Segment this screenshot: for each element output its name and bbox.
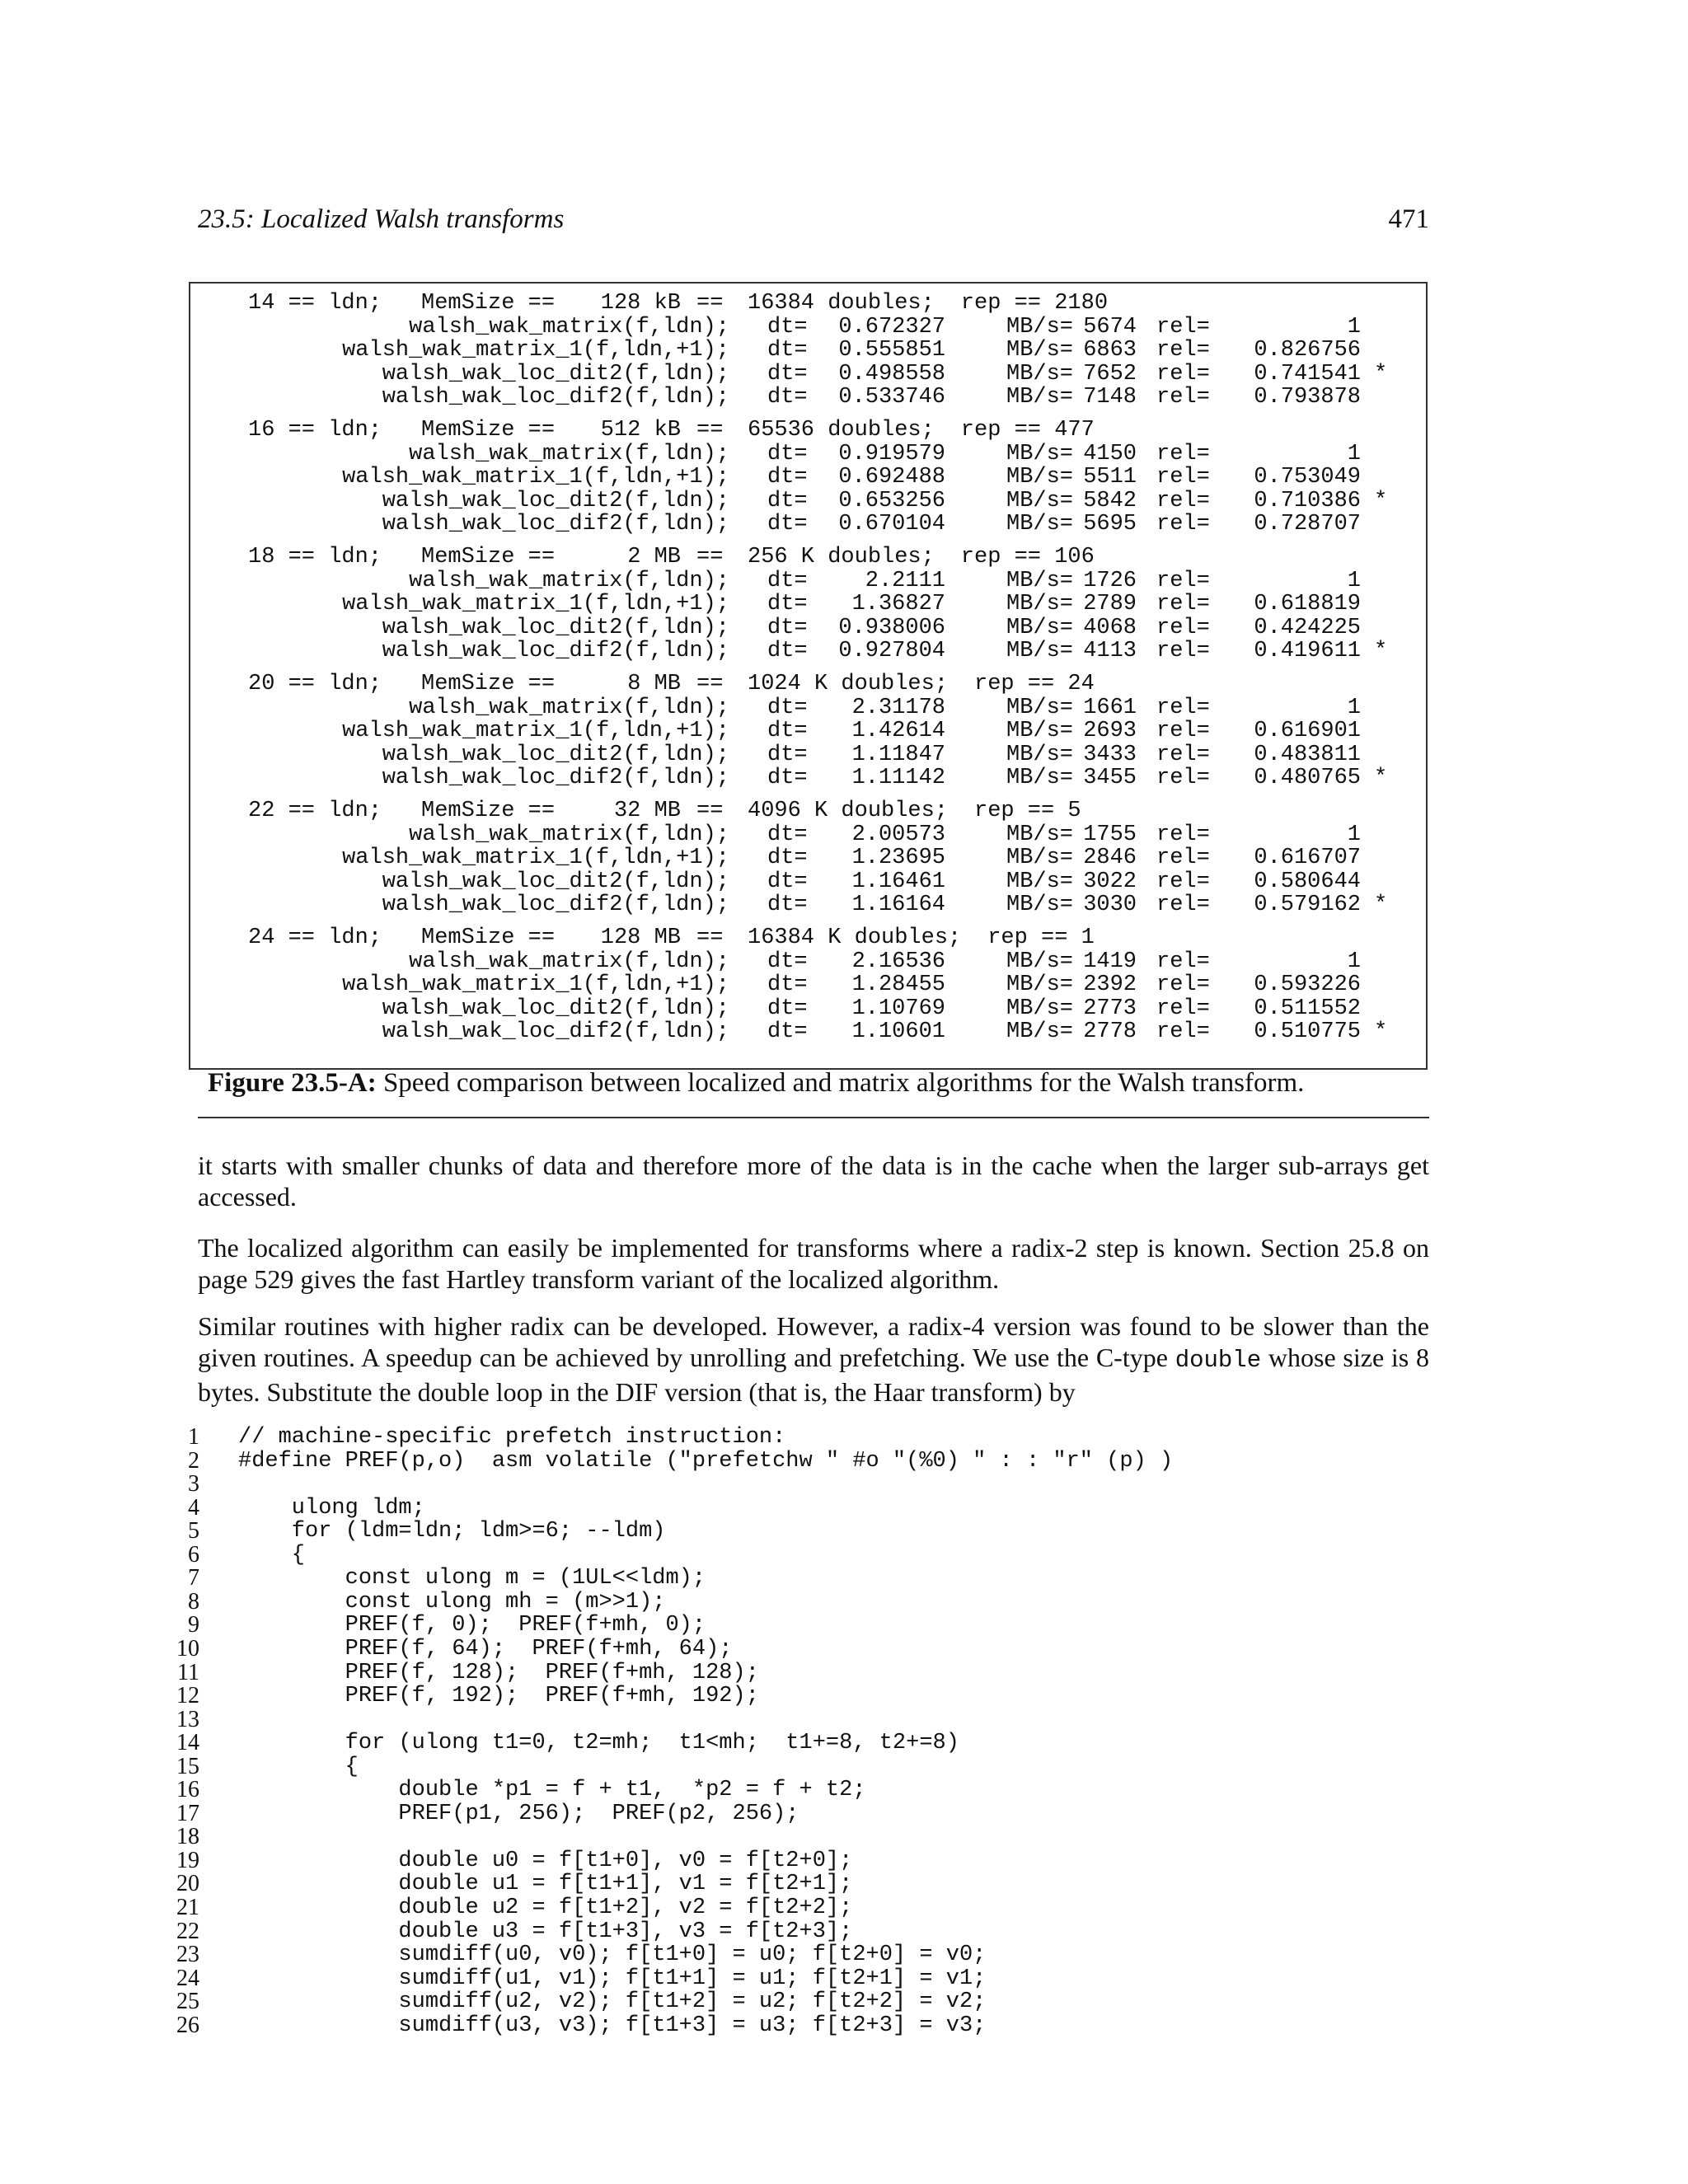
mbs-value: 1726 bbox=[1083, 568, 1137, 593]
mbs-value: 3455 bbox=[1083, 766, 1137, 791]
dt-value: 0.653256 bbox=[838, 488, 945, 513]
mbs-label: MB/s= bbox=[1006, 1019, 1074, 1045]
line-number: 26 bbox=[176, 2012, 199, 2038]
caption-rule bbox=[198, 1117, 1429, 1118]
mbs-value: 6863 bbox=[1083, 338, 1137, 363]
line-number: 15 bbox=[176, 1753, 199, 1779]
rel-value: 1 bbox=[1347, 822, 1361, 847]
line-number: 4 bbox=[188, 1494, 199, 1521]
function-name: walsh_wak_matrix(f,ldn); bbox=[409, 949, 729, 974]
mbs-value: 2778 bbox=[1083, 1019, 1137, 1045]
memsize-value: 512 kB bbox=[600, 418, 681, 443]
dt-label: dt= bbox=[767, 385, 808, 410]
dt-label: dt= bbox=[767, 639, 808, 664]
mbs-label: MB/s= bbox=[1006, 893, 1074, 918]
memsize-eq: == bbox=[696, 799, 724, 823]
code-text: PREF(p1, 256); PREF(p2, 256); bbox=[238, 1801, 799, 1826]
line-number: 6 bbox=[188, 1541, 199, 1568]
code-text: double u1 = f[t1+1], v1 = f[t2+1]; bbox=[238, 1872, 853, 1897]
best-marker: * bbox=[1374, 361, 1388, 387]
memsize-value: 8 MB bbox=[627, 672, 681, 696]
best-marker: * bbox=[1374, 488, 1388, 513]
function-name: walsh_wak_loc_dif2(f,ldn); bbox=[382, 639, 729, 664]
memsize-label: MemSize == bbox=[421, 545, 556, 569]
mbs-label: MB/s= bbox=[1006, 822, 1074, 847]
dt-label: dt= bbox=[767, 846, 808, 871]
line-number: 12 bbox=[176, 1683, 199, 1709]
memsize-eq: == bbox=[696, 291, 724, 316]
dt-value: 2.00573 bbox=[851, 822, 945, 847]
mbs-label: MB/s= bbox=[1006, 869, 1074, 894]
dt-value: 1.16461 bbox=[851, 869, 945, 894]
function-name: walsh_wak_matrix_1(f,ldn,+1); bbox=[342, 846, 729, 871]
function-name: walsh_wak_loc_dit2(f,ldn); bbox=[382, 996, 729, 1021]
mbs-value: 7148 bbox=[1083, 385, 1137, 410]
function-name: walsh_wak_loc_dif2(f,ldn); bbox=[382, 512, 729, 537]
rel-value: 0.753049 bbox=[1254, 465, 1361, 490]
figure-caption-text: Speed comparison between localized and matrix algorithms for the Walsh transform. bbox=[382, 1068, 1305, 1098]
best-marker: * bbox=[1374, 893, 1388, 918]
line-number: 14 bbox=[176, 1730, 199, 1756]
rel-label: rel= bbox=[1156, 893, 1210, 918]
line-number: 21 bbox=[176, 1895, 199, 1920]
rel-label: rel= bbox=[1156, 695, 1210, 720]
dt-value: 2.2111 bbox=[865, 568, 945, 593]
rel-value: 0.793878 bbox=[1254, 385, 1361, 410]
code-text: const ulong mh = (m>>1); bbox=[238, 1589, 666, 1615]
rel-value: 0.728707 bbox=[1254, 512, 1361, 537]
function-name: walsh_wak_matrix_1(f,ldn,+1); bbox=[342, 719, 729, 744]
rel-label: rel= bbox=[1156, 512, 1210, 537]
ldn-label: 18 == ldn; bbox=[248, 545, 382, 569]
code-text: PREF(f, 64); PREF(f+mh, 64); bbox=[238, 1636, 733, 1661]
code-text: for (ulong t1=0, t2=mh; t1<mh; t1+=8, t2+=8) bbox=[238, 1731, 959, 1756]
code-text: double u0 = f[t1+0], v0 = f[t2+0]; bbox=[238, 1848, 853, 1873]
mbs-label: MB/s= bbox=[1006, 314, 1074, 340]
line-number: 7 bbox=[188, 1565, 199, 1591]
memsize-value: 2 MB bbox=[627, 545, 681, 569]
dt-value: 1.36827 bbox=[851, 592, 945, 617]
function-name: walsh_wak_matrix(f,ldn); bbox=[409, 441, 729, 466]
function-name: walsh_wak_matrix_1(f,ldn,+1); bbox=[342, 592, 729, 617]
code-text: for (ldm=ldn; ldm>=6; --ldm) bbox=[238, 1519, 666, 1544]
mbs-value: 5674 bbox=[1083, 314, 1137, 340]
dt-label: dt= bbox=[767, 742, 808, 767]
best-marker: * bbox=[1374, 1019, 1388, 1045]
memsize-eq: == bbox=[696, 926, 724, 950]
rel-label: rel= bbox=[1156, 314, 1210, 340]
rel-label: rel= bbox=[1156, 488, 1210, 513]
rel-label: rel= bbox=[1156, 338, 1210, 363]
code-text: sumdiff(u0, v0); f[t1+0] = u0; f[t2+0] = v0; bbox=[238, 1943, 987, 1968]
function-name: walsh_wak_loc_dit2(f,ldn); bbox=[382, 869, 729, 894]
code-text: { bbox=[238, 1754, 359, 1779]
memsize-label: MemSize == bbox=[421, 418, 556, 443]
doubles-count: 16384 K doubles; bbox=[748, 926, 962, 950]
running-header bbox=[198, 204, 1429, 241]
doubles-count: 4096 K doubles; bbox=[748, 799, 949, 823]
doubles-count: 1024 K doubles; bbox=[748, 672, 949, 696]
rel-value: 1 bbox=[1347, 441, 1361, 466]
rel-label: rel= bbox=[1156, 639, 1210, 664]
mbs-label: MB/s= bbox=[1006, 996, 1074, 1021]
dt-value: 0.533746 bbox=[838, 385, 945, 410]
rel-value: 0.419611 bbox=[1254, 639, 1361, 664]
rel-label: rel= bbox=[1156, 719, 1210, 744]
rel-value: 0.510775 bbox=[1254, 1019, 1361, 1045]
dt-label: dt= bbox=[767, 719, 808, 744]
dt-label: dt= bbox=[767, 465, 808, 490]
best-marker: * bbox=[1374, 639, 1388, 664]
rel-label: rel= bbox=[1156, 615, 1210, 640]
function-name: walsh_wak_loc_dif2(f,ldn); bbox=[382, 385, 729, 410]
line-number: 1 bbox=[188, 1424, 199, 1450]
mbs-value: 2846 bbox=[1083, 846, 1137, 871]
code-text: PREF(f, 0); PREF(f+mh, 0); bbox=[238, 1613, 706, 1638]
rel-label: rel= bbox=[1156, 972, 1210, 998]
code-text: // machine-specific prefetch instruction: bbox=[238, 1425, 786, 1450]
rel-label: rel= bbox=[1156, 441, 1210, 466]
dt-value: 0.927804 bbox=[838, 639, 945, 664]
mbs-label: MB/s= bbox=[1006, 488, 1074, 513]
function-name: walsh_wak_matrix(f,ldn); bbox=[409, 822, 729, 847]
mbs-value: 5695 bbox=[1083, 512, 1137, 537]
line-number: 24 bbox=[176, 1965, 199, 1991]
code-text: sumdiff(u3, v3); f[t1+3] = u3; f[t2+3] = v3; bbox=[238, 2013, 987, 2038]
mbs-label: MB/s= bbox=[1006, 465, 1074, 490]
rel-value: 1 bbox=[1347, 568, 1361, 593]
code-text: const ulong m = (1UL<<ldm); bbox=[238, 1566, 706, 1591]
rel-label: rel= bbox=[1156, 869, 1210, 894]
mbs-label: MB/s= bbox=[1006, 972, 1074, 998]
benchmark-figure bbox=[189, 282, 1428, 1070]
mbs-label: MB/s= bbox=[1006, 695, 1074, 720]
dt-label: dt= bbox=[767, 996, 808, 1021]
rep-count: rep == 24 bbox=[974, 672, 1095, 696]
rel-value: 0.480765 bbox=[1254, 766, 1361, 791]
dt-label: dt= bbox=[767, 441, 808, 466]
rel-value: 0.616707 bbox=[1254, 846, 1361, 871]
dt-value: 2.31178 bbox=[851, 695, 945, 720]
inline-code-double: double bbox=[1175, 1347, 1262, 1374]
mbs-value: 4150 bbox=[1083, 441, 1137, 466]
memsize-eq: == bbox=[696, 418, 724, 443]
memsize-label: MemSize == bbox=[421, 672, 556, 696]
rel-value: 0.579162 bbox=[1254, 893, 1361, 918]
code-text: PREF(f, 128); PREF(f+mh, 128); bbox=[238, 1660, 759, 1685]
rel-value: 1 bbox=[1347, 695, 1361, 720]
rel-label: rel= bbox=[1156, 822, 1210, 847]
code-text: sumdiff(u2, v2); f[t1+2] = u2; f[t2+2] = v2; bbox=[238, 1990, 987, 2015]
memsize-value: 128 MB bbox=[600, 926, 681, 950]
ldn-label: 22 == ldn; bbox=[248, 799, 382, 823]
dt-value: 1.42614 bbox=[851, 719, 945, 744]
mbs-value: 1661 bbox=[1083, 695, 1137, 720]
line-number: 9 bbox=[188, 1612, 199, 1638]
mbs-label: MB/s= bbox=[1006, 592, 1074, 617]
mbs-value: 3030 bbox=[1083, 893, 1137, 918]
mbs-value: 4068 bbox=[1083, 615, 1137, 640]
memsize-label: MemSize == bbox=[421, 926, 556, 950]
rel-value: 1 bbox=[1347, 949, 1361, 974]
line-number: 2 bbox=[188, 1447, 199, 1474]
rel-value: 0.483811 bbox=[1254, 742, 1361, 767]
line-number: 23 bbox=[176, 1942, 199, 1968]
rel-value: 0.511552 bbox=[1254, 996, 1361, 1021]
rel-label: rel= bbox=[1156, 592, 1210, 617]
mbs-value: 1419 bbox=[1083, 949, 1137, 974]
best-marker: * bbox=[1374, 766, 1388, 791]
code-text: double *p1 = f + t1, *p2 = f + t2; bbox=[238, 1778, 866, 1803]
rel-value: 0.580644 bbox=[1254, 869, 1361, 894]
mbs-label: MB/s= bbox=[1006, 742, 1074, 767]
dt-label: dt= bbox=[767, 695, 808, 720]
mbs-value: 2789 bbox=[1083, 592, 1137, 617]
rel-label: rel= bbox=[1156, 361, 1210, 387]
code-text: PREF(f, 192); PREF(f+mh, 192); bbox=[238, 1684, 759, 1709]
rep-count: rep == 5 bbox=[974, 799, 1081, 823]
dt-value: 1.16164 bbox=[851, 893, 945, 918]
memsize-eq: == bbox=[696, 672, 724, 696]
mbs-label: MB/s= bbox=[1006, 766, 1074, 791]
dt-value: 1.28455 bbox=[851, 972, 945, 998]
dt-label: dt= bbox=[767, 488, 808, 513]
line-number: 5 bbox=[188, 1518, 199, 1544]
mbs-label: MB/s= bbox=[1006, 385, 1074, 410]
dt-label: dt= bbox=[767, 1019, 808, 1045]
rel-value: 0.593226 bbox=[1254, 972, 1361, 998]
function-name: walsh_wak_matrix_1(f,ldn,+1); bbox=[342, 465, 729, 490]
rel-label: rel= bbox=[1156, 742, 1210, 767]
rep-count: rep == 1 bbox=[987, 926, 1095, 950]
rel-value: 0.826756 bbox=[1254, 338, 1361, 363]
mbs-value: 2693 bbox=[1083, 719, 1137, 744]
paragraph-3-text-b: whose size is 8 bytes. Substitute the double loop in the DIF version (that is, the Haar transform) by bbox=[198, 1343, 1430, 1407]
ldn-label: 16 == ldn; bbox=[248, 418, 382, 443]
function-name: walsh_wak_matrix_1(f,ldn,+1); bbox=[342, 338, 729, 363]
dt-value: 0.670104 bbox=[838, 512, 945, 537]
page-number: 471 bbox=[1388, 204, 1429, 234]
line-number: 19 bbox=[176, 1847, 199, 1873]
memsize-eq: == bbox=[696, 545, 724, 569]
rel-value: 0.424225 bbox=[1254, 615, 1361, 640]
dt-value: 2.16536 bbox=[851, 949, 945, 974]
memsize-label: MemSize == bbox=[421, 291, 556, 316]
doubles-count: 65536 doubles; bbox=[748, 418, 935, 443]
rel-label: rel= bbox=[1156, 568, 1210, 593]
code-text: double u2 = f[t1+2], v2 = f[t2+2]; bbox=[238, 1896, 853, 1920]
line-number: 10 bbox=[176, 1635, 199, 1661]
dt-value: 0.692488 bbox=[838, 465, 945, 490]
dt-value: 0.938006 bbox=[838, 615, 945, 640]
paragraph-2: The localized algorithm can easily be implemented for transforms where a radix-2 step is known. Section 25.8 on page 529 gives the fast Hartley transform variant of the localized algorithm. bbox=[198, 1233, 1429, 1294]
rel-value: 0.616901 bbox=[1254, 719, 1361, 744]
dt-value: 1.23695 bbox=[851, 846, 945, 871]
line-number: 17 bbox=[176, 1800, 199, 1826]
mbs-label: MB/s= bbox=[1006, 949, 1074, 974]
line-number: 18 bbox=[176, 1824, 199, 1850]
rel-label: rel= bbox=[1156, 766, 1210, 791]
mbs-value: 4113 bbox=[1083, 639, 1137, 664]
mbs-label: MB/s= bbox=[1006, 719, 1074, 744]
rep-count: rep == 2180 bbox=[960, 291, 1109, 316]
function-name: walsh_wak_loc_dif2(f,ldn); bbox=[382, 1019, 729, 1045]
mbs-label: MB/s= bbox=[1006, 361, 1074, 387]
memsize-label: MemSize == bbox=[421, 799, 556, 823]
mbs-value: 2773 bbox=[1083, 996, 1137, 1021]
ldn-label: 24 == ldn; bbox=[248, 926, 382, 950]
dt-label: dt= bbox=[767, 568, 808, 593]
dt-value: 1.10769 bbox=[851, 996, 945, 1021]
code-text: sumdiff(u1, v1); f[t1+1] = u1; f[t2+1] = v1; bbox=[238, 1966, 987, 1991]
code-text: { bbox=[238, 1542, 306, 1568]
rel-label: rel= bbox=[1156, 465, 1210, 490]
function-name: walsh_wak_loc_dif2(f,ldn); bbox=[382, 766, 729, 791]
function-name: walsh_wak_loc_dit2(f,ldn); bbox=[382, 488, 729, 513]
function-name: walsh_wak_loc_dif2(f,ldn); bbox=[382, 893, 729, 918]
dt-label: dt= bbox=[767, 361, 808, 387]
line-number: 8 bbox=[188, 1588, 199, 1615]
function-name: walsh_wak_loc_dit2(f,ldn); bbox=[382, 615, 729, 640]
function-name: walsh_wak_matrix(f,ldn); bbox=[409, 695, 729, 720]
mbs-value: 3022 bbox=[1083, 869, 1137, 894]
rel-value: 0.741541 bbox=[1254, 361, 1361, 387]
line-number: 20 bbox=[176, 1871, 199, 1897]
doubles-count: 16384 doubles; bbox=[748, 291, 935, 316]
mbs-label: MB/s= bbox=[1006, 615, 1074, 640]
line-number: 3 bbox=[188, 1471, 199, 1497]
mbs-value: 2392 bbox=[1083, 972, 1137, 998]
rel-value: 0.710386 bbox=[1254, 488, 1361, 513]
figure-caption bbox=[208, 1068, 1304, 1099]
function-name: walsh_wak_matrix(f,ldn); bbox=[409, 314, 729, 340]
dt-value: 1.11142 bbox=[851, 766, 945, 791]
line-number: 11 bbox=[177, 1659, 199, 1685]
paragraph-1: it starts with smaller chunks of data and therefore more of the data is in the cache when the larger sub-arrays get accessed. bbox=[198, 1151, 1429, 1212]
rel-label: rel= bbox=[1156, 385, 1210, 410]
rel-label: rel= bbox=[1156, 996, 1210, 1021]
rel-value: 0.618819 bbox=[1254, 592, 1361, 617]
rep-count: rep == 106 bbox=[960, 545, 1095, 569]
memsize-value: 32 MB bbox=[613, 799, 681, 823]
dt-value: 0.498558 bbox=[838, 361, 945, 387]
mbs-value: 5511 bbox=[1083, 465, 1137, 490]
line-number: 16 bbox=[176, 1777, 199, 1803]
line-number: 22 bbox=[176, 1918, 199, 1944]
code-text: ulong ldm; bbox=[238, 1495, 425, 1521]
rel-label: rel= bbox=[1156, 949, 1210, 974]
mbs-value: 7652 bbox=[1083, 361, 1137, 387]
dt-label: dt= bbox=[767, 512, 808, 537]
dt-label: dt= bbox=[767, 314, 808, 340]
mbs-label: MB/s= bbox=[1006, 568, 1074, 593]
mbs-label: MB/s= bbox=[1006, 846, 1074, 871]
ldn-label: 14 == ldn; bbox=[248, 291, 382, 316]
function-name: walsh_wak_matrix(f,ldn); bbox=[409, 568, 729, 593]
function-name: walsh_wak_loc_dit2(f,ldn); bbox=[382, 361, 729, 387]
paragraph-3 bbox=[198, 1310, 1429, 1408]
dt-label: dt= bbox=[767, 893, 808, 918]
line-number: 13 bbox=[176, 1706, 199, 1732]
rep-count: rep == 477 bbox=[960, 418, 1095, 443]
rel-value: 1 bbox=[1347, 314, 1361, 340]
ldn-label: 20 == ldn; bbox=[248, 672, 382, 696]
dt-label: dt= bbox=[767, 972, 808, 998]
memsize-value: 128 kB bbox=[600, 291, 681, 316]
mbs-value: 3433 bbox=[1083, 742, 1137, 767]
mbs-label: MB/s= bbox=[1006, 639, 1074, 664]
dt-label: dt= bbox=[767, 822, 808, 847]
mbs-label: MB/s= bbox=[1006, 441, 1074, 466]
figure-label: Figure 23.5-A: bbox=[208, 1068, 377, 1098]
mbs-value: 5842 bbox=[1083, 488, 1137, 513]
dt-value: 0.555851 bbox=[838, 338, 945, 363]
rel-label: rel= bbox=[1156, 1019, 1210, 1045]
doubles-count: 256 K doubles; bbox=[748, 545, 935, 569]
dt-value: 1.10601 bbox=[851, 1019, 945, 1045]
dt-label: dt= bbox=[767, 592, 808, 617]
line-number: 25 bbox=[176, 1989, 199, 2015]
dt-label: dt= bbox=[767, 338, 808, 363]
dt-label: dt= bbox=[767, 949, 808, 974]
dt-value: 1.11847 bbox=[851, 742, 945, 767]
rel-label: rel= bbox=[1156, 846, 1210, 871]
dt-value: 0.672327 bbox=[838, 314, 945, 340]
mbs-label: MB/s= bbox=[1006, 512, 1074, 537]
paragraph-3-text-a: Similar routines with higher radix can be developed. However, a radix-4 version was found to be slower than the given routines. A speedup can be achieved by unrolling and prefetching. We use the C-type bbox=[198, 1311, 1429, 1372]
section-title: 23.5: Localized Walsh transforms bbox=[198, 204, 565, 234]
dt-label: dt= bbox=[767, 869, 808, 894]
dt-label: dt= bbox=[767, 615, 808, 640]
function-name: walsh_wak_matrix_1(f,ldn,+1); bbox=[342, 972, 729, 998]
mbs-label: MB/s= bbox=[1006, 338, 1074, 363]
mbs-value: 1755 bbox=[1083, 822, 1137, 847]
code-text: #define PREF(p,o) asm volatile ("prefetchw " #o "(%0) " : : "r" (p) ) bbox=[238, 1448, 1174, 1474]
dt-value: 0.919579 bbox=[838, 441, 945, 466]
code-text: double u3 = f[t1+3], v3 = f[t2+3]; bbox=[238, 1919, 853, 1944]
dt-label: dt= bbox=[767, 766, 808, 791]
function-name: walsh_wak_loc_dit2(f,ldn); bbox=[382, 742, 729, 767]
